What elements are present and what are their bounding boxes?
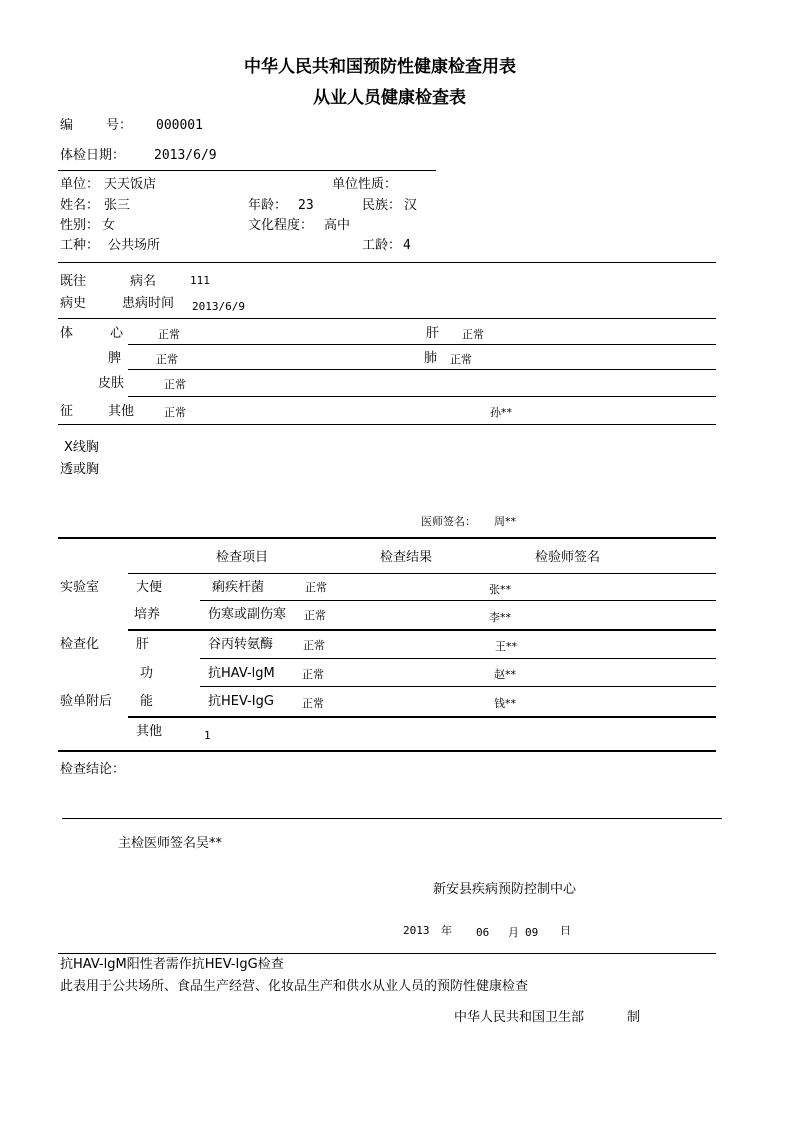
lab-row-item: 谷丙转氨酶	[208, 637, 274, 652]
xray-doctor-label: 医师签名：	[421, 515, 476, 528]
form-subtitle: 从业人员健康检查表	[313, 88, 466, 108]
signs-label-body: 体	[60, 326, 74, 341]
footer-issuer-suffix: 制	[627, 1010, 641, 1025]
liver-value: 正常	[462, 328, 484, 341]
education-label: 文化程度：	[248, 218, 314, 233]
serial-value: 000001	[156, 118, 203, 133]
years-value: 4	[403, 238, 411, 253]
name-value: 张三	[104, 198, 131, 213]
lab-row-sign: 钱**	[494, 697, 516, 710]
lab-liver-3: 能	[140, 694, 154, 709]
lab-stool-label: 大便	[136, 580, 163, 595]
lab-row-item: 抗HEV-IgG	[208, 694, 274, 709]
lab-side-1: 实验室	[60, 580, 100, 595]
divider	[62, 818, 722, 819]
conclusion-label: 检查结论：	[60, 762, 126, 777]
heart-value: 正常	[158, 328, 180, 341]
divider	[200, 600, 716, 601]
lab-row-result: 正常	[303, 639, 325, 652]
lab-liver-1: 肝	[136, 637, 150, 652]
divider	[58, 318, 716, 319]
job-label: 工种：	[60, 238, 100, 253]
divider	[58, 537, 716, 539]
chief-doctor-signature: 主检医师签名吴**	[118, 836, 223, 851]
footer-note-1: 抗HAV-lgM阳性者需作抗HEV-IgG检查	[60, 957, 284, 972]
divider	[58, 262, 716, 263]
history-time-value: 2013/6/9	[192, 300, 245, 313]
spleen-value: 正常	[156, 353, 178, 366]
xray-label-1: X线胸	[64, 440, 99, 455]
sex-value: 女	[102, 218, 116, 233]
age-value: 23	[298, 198, 314, 213]
divider	[128, 629, 716, 631]
organization-name: 新安县疾病预防控制中心	[433, 882, 577, 897]
divider	[128, 573, 716, 574]
unit-label: 单位：	[60, 177, 100, 192]
divider	[128, 344, 716, 345]
divider	[58, 424, 716, 425]
lab-side-3: 验单附后	[60, 694, 113, 709]
history-disease-label: 病名	[130, 274, 157, 289]
lab-row-sign: 李**	[489, 611, 511, 624]
lab-row-sign: 赵**	[494, 668, 516, 681]
divider	[200, 658, 716, 659]
lab-row-result: 正常	[304, 609, 326, 622]
lab-row-sign: 张**	[489, 583, 511, 596]
history-label-1: 既往	[60, 274, 87, 289]
exam-date-value: 2013/6/9	[154, 148, 217, 163]
age-label: 年龄：	[248, 198, 288, 213]
lung-value: 正常	[450, 353, 472, 366]
date-day: 09	[525, 926, 539, 939]
history-label-2: 病史	[60, 296, 87, 311]
divider	[128, 716, 716, 718]
lab-col-result: 检查结果	[380, 550, 433, 565]
skin-value: 正常	[164, 378, 186, 391]
lab-row-result: 正常	[305, 581, 327, 594]
lab-col-sign: 检验师签名	[535, 550, 601, 565]
divider	[58, 750, 716, 752]
unit-nature-label: 单位性质：	[332, 177, 398, 192]
exam-date-label: 体检日期：	[60, 148, 126, 163]
divider	[128, 396, 716, 397]
job-value: 公共场所	[108, 238, 161, 253]
lab-col-item: 检查项目	[216, 550, 269, 565]
serial-label-a: 编	[60, 118, 74, 133]
date-month: 06	[476, 926, 490, 939]
other-sign-label: 其他	[108, 404, 135, 419]
heart-label: 心	[110, 326, 124, 341]
years-label: 工龄：	[362, 238, 402, 253]
footer-note-2: 此表用于公共场所、食品生产经营、化妆品生产和供水从业人员的预防性健康检查	[60, 979, 529, 994]
footer-issuer: 中华人民共和国卫生部	[454, 1010, 585, 1025]
date-day-label: 日	[560, 924, 571, 937]
history-disease-value: 111	[190, 274, 210, 287]
date-month-label: 月	[508, 926, 519, 939]
unit-value: 天天饭店	[104, 177, 157, 192]
sex-label: 性别：	[60, 218, 100, 233]
lab-culture-label: 培养	[134, 607, 161, 622]
date-year: 2013	[403, 924, 430, 937]
form-title: 中华人民共和国预防性健康检查用表	[244, 57, 516, 77]
lab-row-item: 伤寒或副伤寒	[208, 607, 287, 622]
education-value: 高中	[324, 218, 351, 233]
divider	[128, 369, 716, 370]
lab-other-value: 1	[204, 729, 211, 742]
lab-side-2: 检查化	[60, 637, 100, 652]
xray-doctor-value: 周**	[494, 515, 516, 528]
date-year-label: 年	[441, 924, 452, 937]
ethnicity-value: 汉	[404, 198, 418, 213]
signs-doctor: 孙**	[490, 406, 512, 419]
serial-label-b: 号：	[106, 118, 133, 133]
lab-liver-2: 功	[140, 666, 154, 681]
other-sign-value: 正常	[164, 406, 186, 419]
xray-label-2: 透或胸	[60, 462, 100, 477]
lab-row-item: 痢疾杆菌	[212, 580, 265, 595]
name-label: 姓名：	[60, 198, 100, 213]
history-time-label: 患病时间	[122, 296, 175, 311]
lung-label: 肺	[424, 351, 438, 366]
ethnicity-label: 民族：	[362, 198, 402, 213]
divider	[58, 953, 716, 954]
liver-label: 肝	[426, 326, 440, 341]
lab-row-item: 抗HAV-lgM	[208, 666, 275, 681]
lab-other-label: 其他	[136, 724, 163, 739]
lab-row-result: 正常	[302, 697, 324, 710]
lab-row-result: 正常	[302, 668, 324, 681]
divider	[200, 686, 716, 687]
skin-label: 皮肤	[98, 376, 125, 391]
spleen-label: 脾	[108, 351, 122, 366]
signs-label-sign: 征	[60, 404, 74, 419]
lab-row-sign: 王**	[495, 640, 517, 653]
divider	[58, 170, 436, 171]
